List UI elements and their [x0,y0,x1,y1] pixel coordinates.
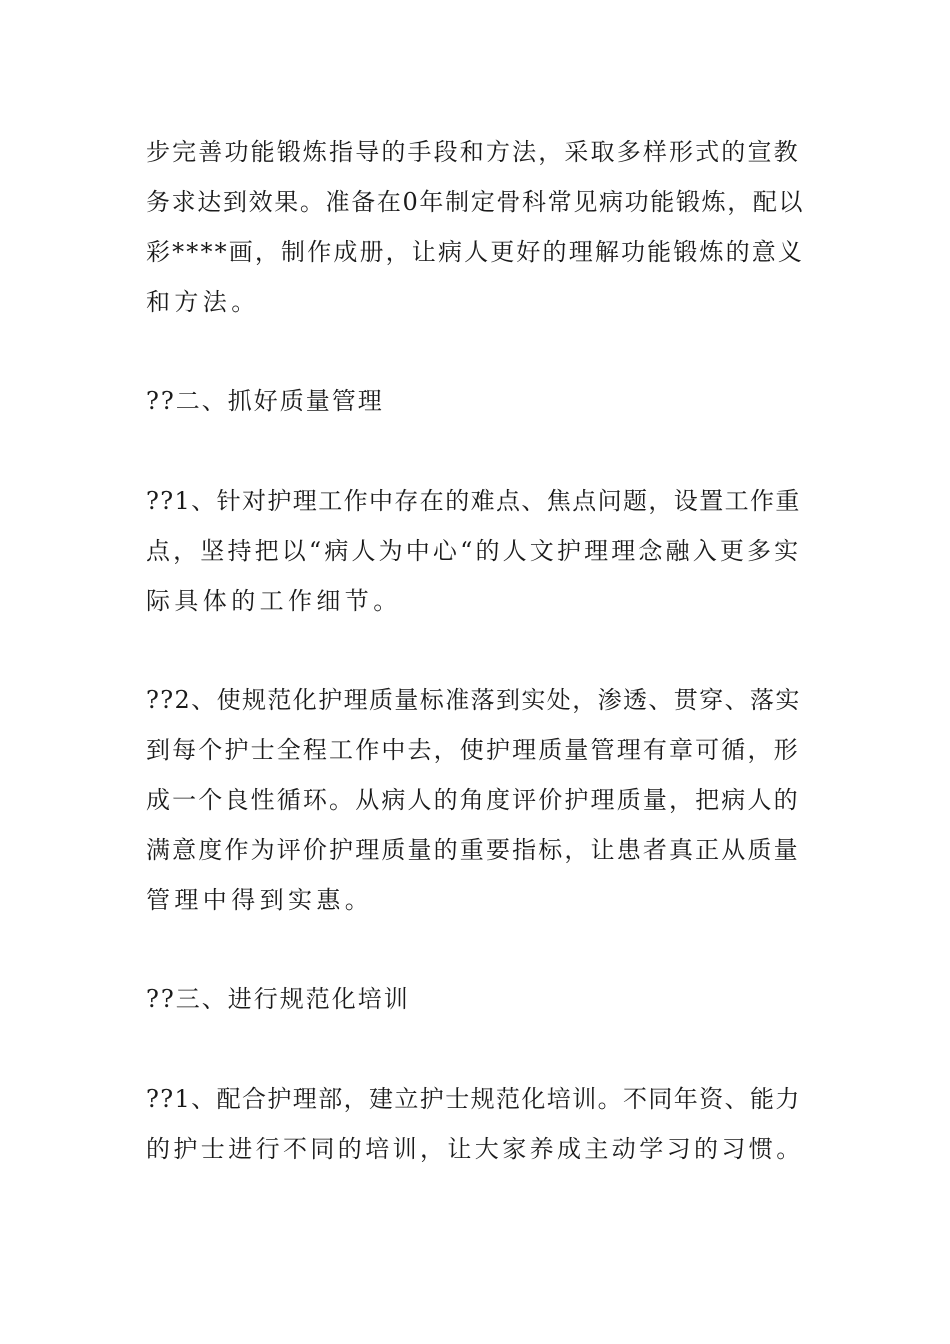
text-line: 际具体的工作细节。 [146,587,402,615]
text-line: 满意度作为评价护理质量的重要指标，让患者真正从质量 [146,836,800,864]
text-line: 到每个护士全程工作中去，使护理质量管理有章可循，形 [146,736,800,764]
text-line: 和方法。 [146,288,260,316]
text-line: 点，坚持把以“病人为中心“的人文护理理念融入更多实 [146,537,802,565]
text-line: 步完善功能锻炼指导的手段和方法，采取多样形式的宣教 [146,138,800,166]
text-line: ??1、针对护理工作中存在的难点、焦点问题，设置工作重 [146,487,801,515]
text-line: 务求达到效果。准备在0年制定骨科常见病功能锻炼，配以 [146,188,805,216]
text-line: 彩****画，制作成册，让病人更好的理解功能锻炼的意义 [146,238,805,266]
text-line: 的护士进行不同的培训，让大家养成主动学习的习惯。 [146,1135,804,1163]
text-line: ??1、配合护理部，建立护士规范化培训。不同年资、能力 [146,1085,801,1113]
text-line: 管理中得到实惠。 [146,886,374,914]
section-heading-quality-management: ??二、抓好质量管理 [146,387,384,415]
section-heading-standardized-training: ??三、进行规范化培训 [146,985,410,1013]
text-line: 成一个良性循环。从病人的角度评价护理质量，把病人的 [146,786,800,814]
text-line: ??2、使规范化护理质量标准落到实处，渗透、贯穿、落实 [146,686,801,714]
